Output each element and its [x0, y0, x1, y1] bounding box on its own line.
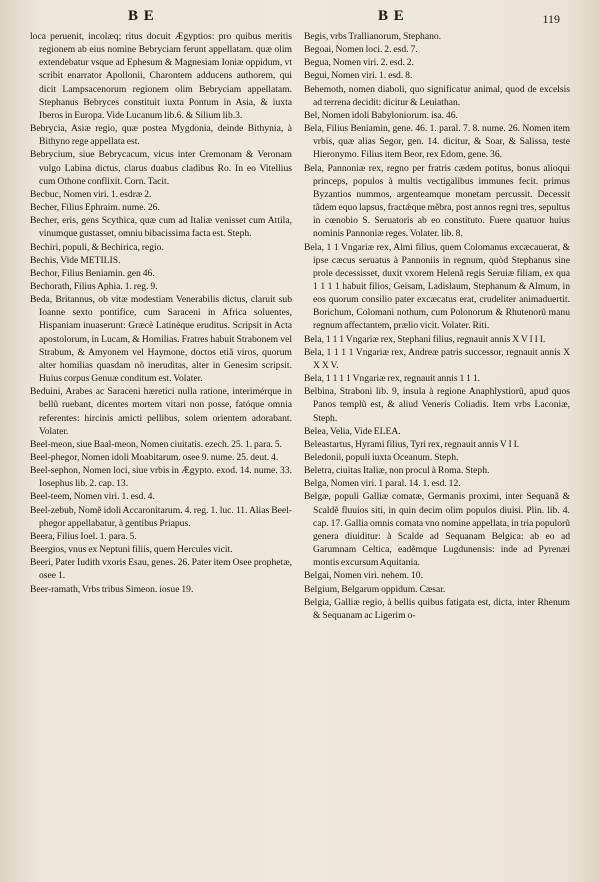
right-column: [304, 30, 570, 622]
dictionary-entry: Beergios, vnus ex Neptuni filiis, quem Hercules vicit.: [30, 544, 233, 556]
dictionary-entry: Belgium, Belgarum oppidum. Cæsar.: [304, 583, 446, 595]
dictionary-entry: Bebrycia, Asiæ regio, quæ postea Mygdonia, deinde Bithynia, à Bithyno rege appellata est.: [30, 123, 292, 148]
dictionary-entry: Bela, Filius Beniamin, gene. 46. 1. paral. 7. 8. nume. 26. Nomen item vrbis, quæ alias Segor, gen. 14. dicitur, & Soar, & Salissa, teste Hieronymo. Filius item Beor, rex Edom, gene. 36.: [304, 123, 570, 161]
dictionary-entry: Bechis, Vide METILIS.: [30, 254, 121, 266]
dictionary-entry: Belgia, Galliæ regio, à bellis quibus fatigata est, dicta, inter Rhenum & Sequanam ac Ligerim o-: [304, 596, 570, 621]
dictionary-entry: Beeri, Pater Iudith vxoris Esau, genes. 26. Pater item Osee prophetæ, osee 1.: [30, 557, 292, 582]
dictionary-entry: Becher, Filius Ephraim. nume. 26.: [30, 202, 160, 214]
running-header-right: B E: [378, 8, 405, 24]
page-number: 119: [542, 12, 560, 26]
dictionary-entry: Beera, Filius Ioel. 1. para. 5.: [30, 530, 137, 542]
dictionary-entry: Bela, Pannoniæ rex, regno per fratris cædem potitus, bonus alioqui princeps, populos à multis vectigalibus immunes fecit. primus Byzantios nummos, argenteamque monetam percussit. Decessit tãdem equo lapsus, fractǽque mẽbra, post annos regni tres, sepultus in cœnobio S. Seruatoris ab eo constituto. Fuere quatuor huius nominis Pannoniæ reges. Volater. lib. 8.: [304, 162, 570, 240]
dictionary-entry: Begua, Nomen viri. 2. esd. 2.: [304, 57, 414, 69]
running-header-left: B E: [128, 8, 155, 24]
dictionary-entry: Beda, Britannus, ob vitæ modestiam Venerabilis dictus, claruit sub Ioanne sexto pontifice, cum Saraceni in Africa soluentes, Hispaniam inuaserunt: Græcè Latinèque eruditus. Scripsit in Acta apostolorum, in Lucam, & Homilias. Fratres habuit Strabonem vel Strabum, & Amyonem vel Haymone, doctos etiã viros, quorum alter homilias quasdam nõ ineruditas, alter in Genesim scripsit. Huius corpus Genuæ conditum est. Volater.: [30, 294, 292, 385]
left-column: [30, 30, 292, 596]
dictionary-entry: Beledonii, populi iuxta Oceanum. Steph.: [304, 452, 459, 463]
dictionary-entry: Bechiri, populi, & Bechirica, regio.: [30, 241, 164, 253]
dictionary-entry: Begui, Nomen viri. 1. esd. 8.: [304, 70, 413, 82]
dictionary-entry: Behemoth, nomen diaboli, quo significatur animal, quod de excelsis ad terrena decidit: dicitur & Leuiathan.: [304, 83, 570, 108]
dictionary-entry: Beduini, Arabes ac Saraceni hæretici nulla ratione, interimérque in bellũ ruebant, dicentes mortem vitari non posse, fatóque omnia referentes: hircinis amicti pellibus, solem orientem adorabant. Volater.: [30, 386, 292, 437]
dictionary-entry: Beleastartus, Hyrami filius, Tyri rex, regnauit annis V I I.: [304, 438, 520, 450]
dictionary-entry: Beel-meon, siue Baal-meon, Nomen ciuitatis. ezech. 25. 1. para. 5.: [30, 438, 283, 450]
dictionary-entry: Belbina, Straboni lib. 9, insula à regione Anaphlystiorũ, apud quos Panos templũ est, & aliud Veneris Coliadis. Item vrbs Laconiæ, Steph.: [304, 386, 570, 424]
dictionary-entry: Begis, vrbs Trallianorum, Stephano.: [304, 31, 442, 42]
dictionary-entry: Belga, Nomen viri. 1 paral. 14. 1. esd. 12.: [304, 478, 461, 490]
dictionary-entry: Beel-zebub, Nomẽ idoli Accaronitarum. 4. reg. 1. luc. 11. Alias Beel-phegor appellabatur, à gentibus Priapus.: [30, 504, 292, 529]
dictionary-entry: loca peruenit, incolæq; ritus docuit Ægyptios: pro quibus meritis regionem ab eius nomine Bebryciam ferunt appellatam. quæ olim extendebatur vsque ad Ephesum & Magnesiam Ioniæ oppidum, vt scribit enarrator Apollonii, Charontem adducens authorem, qui dicit Lampsacenorum regionem olim Bebryciam appellatam. Stephanus Bebryces constituit iuxta Pontum in Asia, & iuxta Iberos in Europa. Vide Lucanum lib.6. & Silium lib.3.: [30, 31, 292, 121]
dictionary-entry: Bela, 1 1 1 Vngariæ rex, Stephani filius, regnauit annis X V I I I.: [304, 333, 546, 345]
dictionary-entry: Bela, 1 1 1 1 Vngariæ rex, Andreæ patris successor, regnauit annis X X X V.: [304, 346, 570, 371]
dictionary-entry: Belea, Velia, Vide ELEA.: [304, 425, 401, 437]
dictionary-entry: Becher, eris, gens Scythica, quæ cum ad Italiæ venisset cum Attila, vinumque gustasset, omniu bibacissima facta est. Steph.: [30, 215, 292, 240]
dictionary-entry: Bechorath, Filius Aphia. 1. reg. 9.: [30, 280, 158, 292]
dictionary-entry: Beer-ramath, Vrbs tribus Simeon. iosue 19.: [30, 583, 194, 595]
dictionary-entry: Beel-phegor, Nomen idoli Moabitarum. osee 9. nume. 25. deut. 4.: [30, 452, 279, 463]
dictionary-entry: Bechor, Filius Beniamin. gen 46.: [30, 267, 155, 279]
dictionary-entry: Beel-teem, Nomen viri. 1. esd. 4.: [30, 491, 155, 503]
dictionary-entry: Belgæ, populi Galliæ comatæ, Germanis proximi, inter Sequanã & Scaldẽ fluuios siti, in quin decim olim populos diuisi. Plin. lib. 4. cap. 17. Gallia omnis comata vno nomine appellata, in tria populorũ genera diuiditur: à Scalde ad Sequanam Belgica: ab eo ad Garumnam Celtica, eadẽmque Lugdunensis: inde ad Pyrenæi montis excursum Aquitania.: [304, 491, 570, 569]
dictionary-entry: Beel-sephon, Nomen loci, siue vrbis in Ægypto. exod. 14. nume. 33. Iosephus lib. 2. cap. 13.: [30, 465, 292, 490]
dictionary-entry: Becbuc, Nomen viri. 1. esdræ 2.: [30, 188, 152, 200]
dictionary-entry: Belgai, Nomen viri. nehem. 10.: [304, 570, 423, 582]
dictionary-entry: Bela, 1 1 1 1 Vngariæ rex, regnauit annis 1 1 1.: [304, 373, 481, 385]
dictionary-entry: Bela, 1 1 Vngariæ rex, Almi filius, quem Colomanus excæcauerat, & ipse cæcus seruatus à Pannoniis in regnum, quòd Stephanus sine prole decessisset, duxit vxorem Helenã regis Seruiæ filiam, ex qua 1 1 1 1 habuit filios, Geisam, Ladislaum, Stephanum & Almum, in eos quorum consilio pater excæcatus erat, crudeliter animaduertit. Borichum, Colomani nothum, cum Polonorum & Rhutenorũ manu regnum affectantem, prælio vicit. Volater. Riti.: [304, 241, 570, 332]
dictionary-entry: Begoai, Nomen loci. 2. esd. 7.: [304, 44, 418, 56]
dictionary-entry: Beletra, ciuitas Italiæ, non procul à Roma. Steph.: [304, 465, 490, 477]
dictionary-entry: Bebrycium, siue Bebrycacum, vicus inter Cremonam & Veronam vulgo Labina dictus, clarus duabus cladibus Ro. In eo Vitellius cum Othone conflixit. Corn. Tacit.: [30, 149, 292, 187]
dictionary-entry: Bel, Nomen idoli Babyloniorum. isa. 46.: [304, 109, 458, 121]
